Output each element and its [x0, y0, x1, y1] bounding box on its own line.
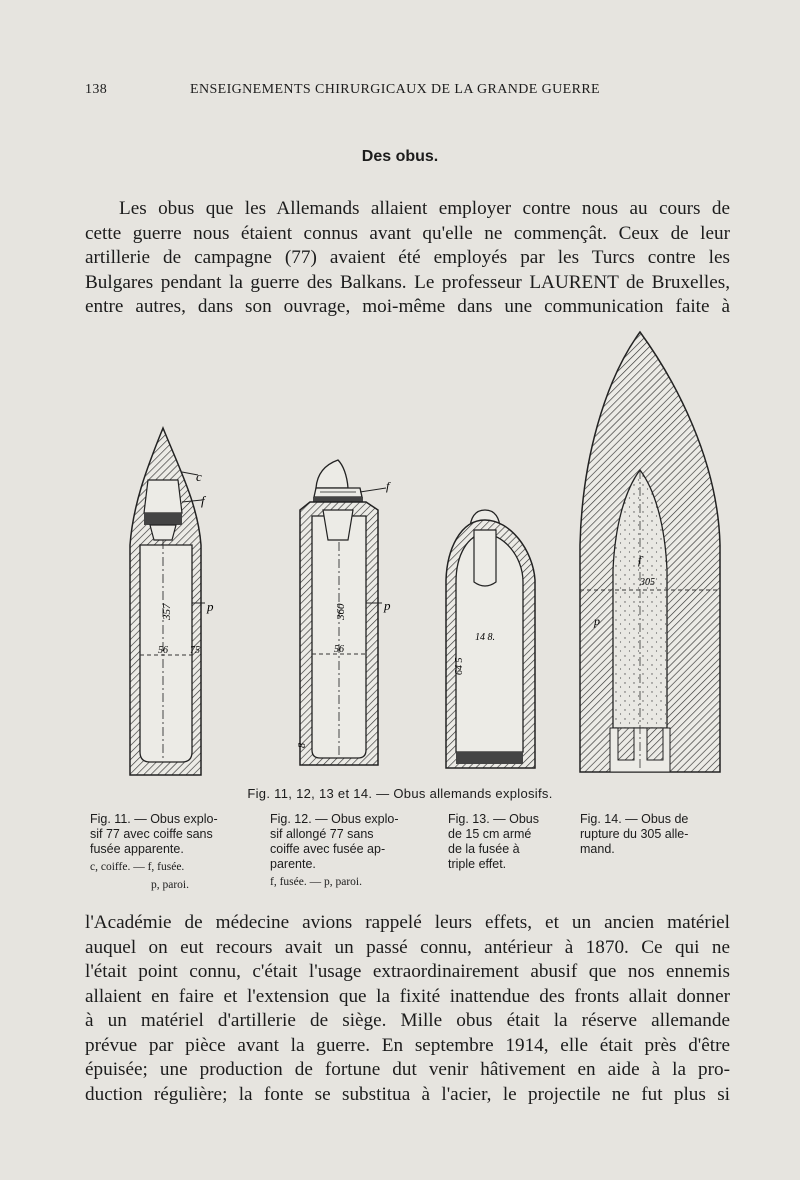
fig12-base-label: 8: [297, 743, 308, 748]
text-line: allaient en faire et l'extension que la fixité inattendue des fronts allait donner: [85, 985, 730, 1007]
legend-line: parente.: [270, 857, 316, 871]
fig11-diameter-label: 56: [158, 645, 168, 656]
figure-caption: Fig. 11, 12, 13 et 14. — Obus allemands explosifs.: [247, 786, 553, 801]
legend-line: sif allongé 77 sans: [270, 827, 374, 841]
legend-line: de 15 cm armé: [448, 827, 532, 841]
legend-line: triple effet.: [448, 857, 507, 871]
text-line: prévue par pièce avant la guerre. En septembre 1914, elle était près d'être: [85, 1034, 730, 1056]
legend-fig-14: [580, 812, 740, 857]
text-line: Les obus que les Allemands allaient employer contre nous au cours de: [119, 198, 730, 219]
legend-line: rupture du 305 alle-: [580, 827, 689, 841]
text-line: l'Académie de médecine avions rappelé leurs effets, et un ancien matériel: [85, 912, 730, 933]
fig14-diameter-label: 305: [640, 577, 655, 588]
shell-drawings: [110, 320, 750, 780]
fig12-diameter-label: 56: [334, 644, 344, 655]
text-line: à un matériel d'artillerie de siège. Mille obus était la réserve allemande: [85, 1010, 730, 1031]
fig11-length-label: 357: [161, 603, 173, 620]
text-line: artillerie de campagne (77) avaient été employés par les Turcs contre les: [85, 247, 730, 268]
text-line: épuisée; une production de fortune dut venir hâtivement en aide à la pro-: [85, 1059, 730, 1080]
legend-line: Fig. 11. — Obus explo-: [90, 812, 218, 826]
text-line: cette guerre nous étaient connus avant qu'elle ne commençât. Ceux de leur: [85, 222, 730, 244]
fig12-label-p: p: [384, 598, 391, 613]
paragraph-2: [85, 911, 730, 1107]
shell-figures: [110, 320, 750, 780]
legend-note: c, coiffe. — f, fusée.: [90, 861, 185, 873]
text-line: l'était point connu, c'était l'usage extraordinairement abusif que nos ennemis: [85, 961, 730, 982]
running-head: [85, 82, 730, 102]
text-line: duction régulière; la fonte se substitua à l'acier, le projectile ne fut plus si: [85, 1083, 730, 1105]
fig13-length-label: 64 5: [454, 657, 465, 675]
fig11-label-c: c: [196, 469, 202, 484]
legend-fig-12: [270, 812, 430, 890]
fig12-length-label: 360: [335, 603, 347, 620]
legend-line: Fig. 14. — Obus de: [580, 812, 689, 826]
legend-note: p, paroi.: [150, 879, 189, 891]
legend-fig-11: [90, 812, 250, 893]
legend-line: Fig. 12. — Obus explo-: [270, 812, 399, 826]
fig14-label-f: f: [638, 553, 642, 567]
fig12-label-f: f: [386, 479, 390, 493]
fig11-diameter2-label: 75: [190, 645, 200, 656]
fig11-shell: [130, 428, 205, 775]
legend-fig-13: [448, 812, 568, 872]
legend-line: fusée apparente.: [90, 842, 184, 856]
legend-line: mand.: [580, 842, 615, 856]
running-title: ENSEIGNEMENTS CHIRURGICAUX DE LA GRANDE GUERRE: [190, 82, 601, 97]
legend-note: f, fusée. — p, paroi.: [270, 876, 362, 888]
fig11-label-p: p: [207, 599, 214, 614]
section-title: Des obus.: [361, 148, 439, 165]
fig14-label-p: p: [594, 614, 600, 628]
text-line: entre autres, dans son ouvrage, moi-même dans une communication faite à: [85, 296, 730, 317]
page-number: 138: [85, 82, 108, 97]
fig11-label-f: f: [201, 493, 205, 508]
fig13-diameter-label: 14 8.: [475, 632, 495, 643]
text-line: Bulgares pendant la guerre des Balkans. Le professeur LAURENT de Bruxelles,: [85, 271, 730, 293]
legend-line: coiffe avec fusée ap-: [270, 842, 386, 856]
legend-line: de la fusée à: [448, 842, 520, 856]
fig14-shell: [580, 332, 720, 772]
legend-line: Fig. 13. — Obus: [448, 812, 540, 826]
legend-line: sif 77 avec coiffe sans: [90, 827, 213, 841]
paragraph-1: [85, 197, 730, 320]
text-line: auquel on eut recours avait un passé connu, antérieur à 1870. Ce qui ne: [85, 936, 730, 958]
